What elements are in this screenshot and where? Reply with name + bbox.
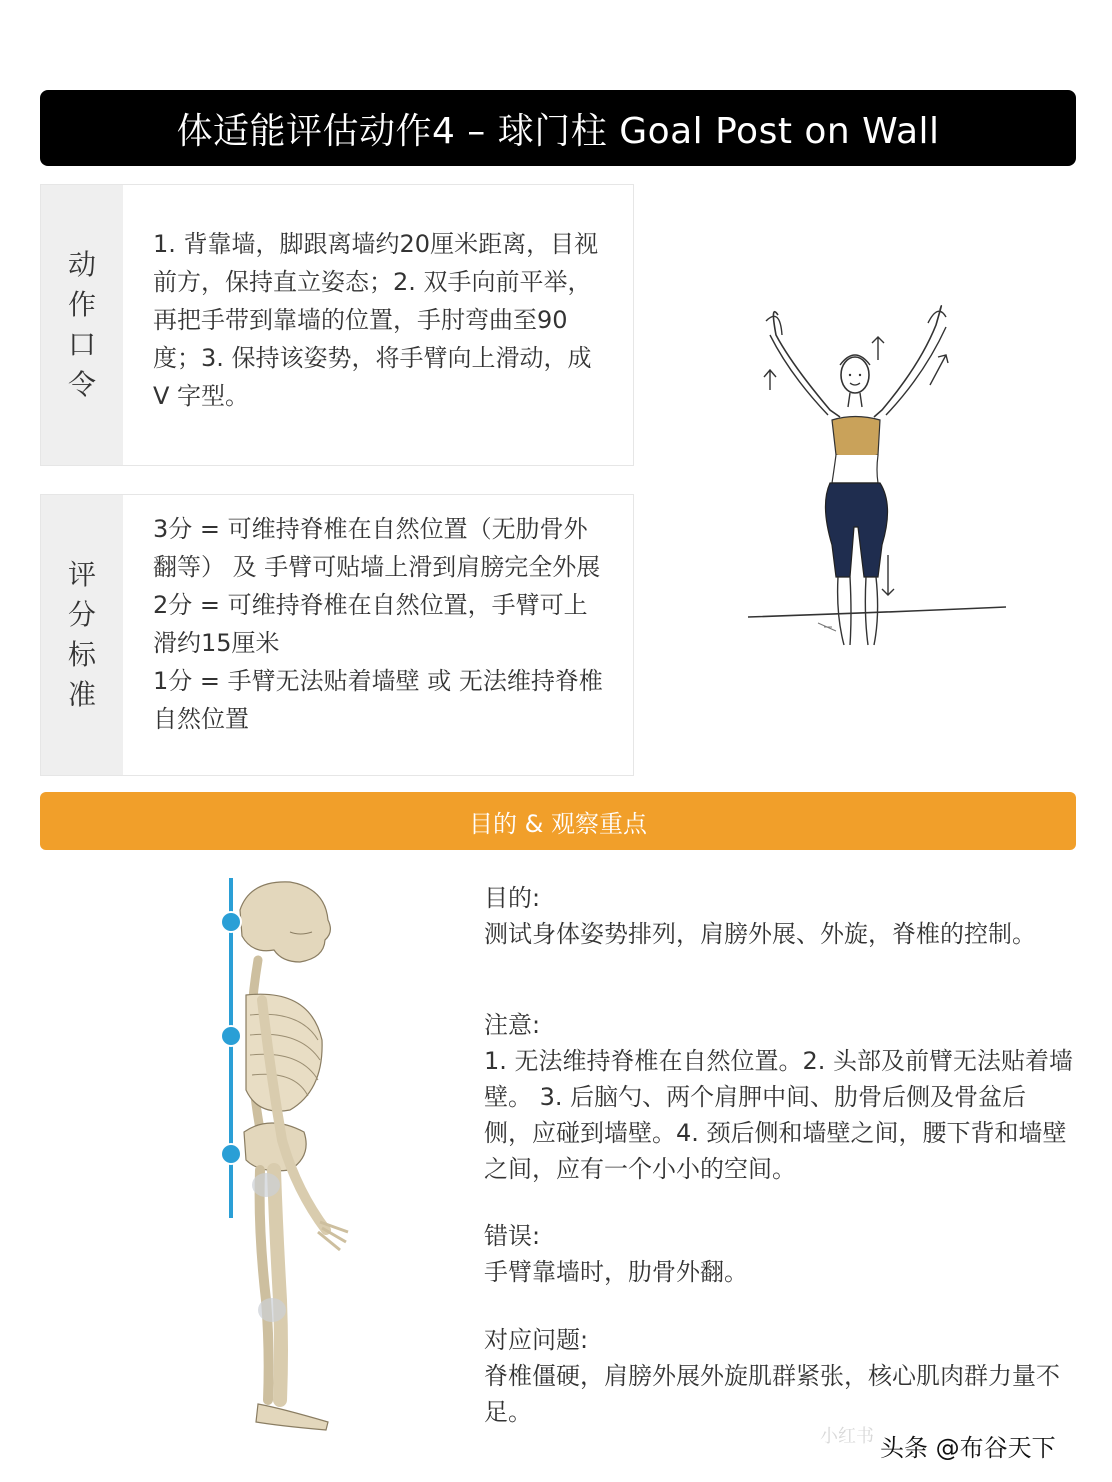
issues-block xyxy=(484,1322,1074,1430)
woman-illustration xyxy=(740,295,1020,665)
head-contact-marker xyxy=(221,912,241,932)
scoring-card xyxy=(40,494,634,776)
section-bar-label: 目的 & 观察重点 xyxy=(469,809,647,838)
notes-label: 注意: xyxy=(484,1011,541,1039)
purpose-text: 测试身体姿势排列，肩膀外展、外旋，脊椎的控制。 xyxy=(484,920,1036,948)
errors-text: 手臂靠墙时，肋骨外翻。 xyxy=(484,1258,748,1286)
errors-block xyxy=(484,1218,748,1290)
scoring-side-label-box xyxy=(41,495,123,775)
scoring-text xyxy=(153,510,603,738)
credit-text: 头条 @布谷天下 xyxy=(880,1434,1056,1462)
score-2-line: 2分 = 可维持脊椎在自然位置，手臂可上滑约15厘米 xyxy=(153,591,588,657)
pelvis-contact-marker xyxy=(221,1144,241,1164)
purpose-label: 目的: xyxy=(484,884,541,912)
instructions-card xyxy=(40,184,634,466)
page-title-bar xyxy=(40,90,1076,166)
errors-label: 错误: xyxy=(484,1222,541,1250)
skeleton-illustration xyxy=(200,870,390,1440)
instructions-side-label-box xyxy=(41,185,123,465)
instructions-text: 1. 背靠墙，脚跟离墙约20厘米距离，目视前方，保持直立姿态；2. 双手向前平举，再把手带到靠墙的位置，手肘弯曲至90度；3. 保持该姿势，将手臂向上滑动，成 V 字型。 xyxy=(153,230,599,410)
instructions-side-label: 动作口令 xyxy=(67,248,96,401)
section-bar xyxy=(40,792,1076,850)
shoulder-contact-marker xyxy=(221,1026,241,1046)
issues-label: 对应问题: xyxy=(484,1326,589,1354)
issues-text: 脊椎僵硬，肩膀外展外旋肌群紧张，核心肌肉群力量不足。 xyxy=(484,1362,1060,1426)
score-3-line: 3分 = 可维持脊椎在自然位置（无肋骨外翻等） 及 手臂可贴墙上滑到肩膀完全外展 xyxy=(153,515,601,581)
page-title: 体适能评估动作4 – 球门柱 Goal Post on Wall xyxy=(176,110,940,152)
score-1-line: 1分 = 手臂无法贴着墙壁 或 无法维持脊椎自然位置 xyxy=(153,667,603,733)
notes-text: 1. 无法维持脊椎在自然位置。2. 头部及前臂无法贴着墙壁。 3. 后脑勺、两个肩胛中间、肋骨后侧及骨盆后侧，应碰到墙壁。4. 颈后侧和墙壁之间，腰下背和墙壁之间，应有一个小小的空间。 xyxy=(484,1047,1074,1183)
purpose-block xyxy=(484,880,1036,952)
notes-block xyxy=(484,1007,1074,1187)
watermark: 小红书 xyxy=(820,1426,874,1447)
scoring-side-label: 评分标准 xyxy=(67,558,96,711)
